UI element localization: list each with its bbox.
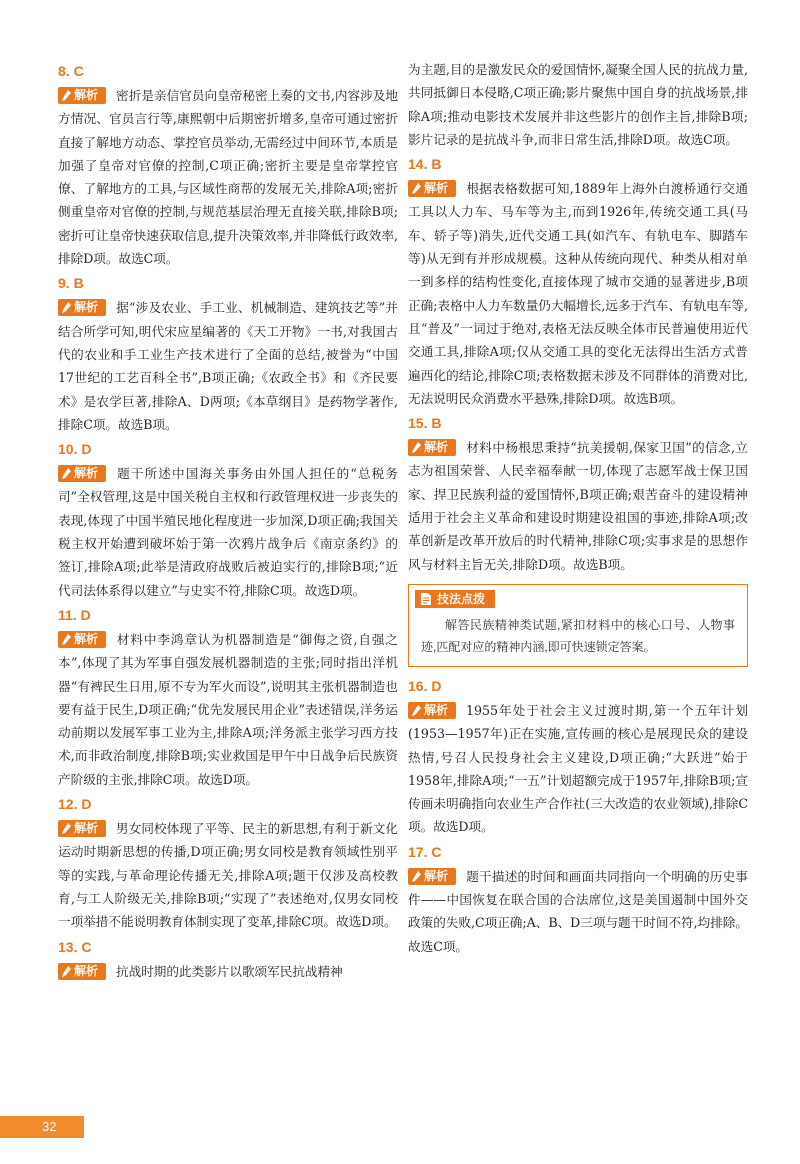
answer-entry <box>58 274 398 436</box>
pencil-icon <box>62 966 71 977</box>
right-column <box>408 58 748 962</box>
question-number: 15. B <box>408 415 442 432</box>
pencil-icon <box>412 183 421 194</box>
analysis-tag: 解析 <box>58 963 106 980</box>
question-number: 9. B <box>58 275 84 292</box>
pencil-icon <box>412 705 421 716</box>
analysis-text: 为主题,目的是激发民众的爱国情怀,凝聚全国人民的抗战力量,共同抵御日本侵略,C项正确;影片聚焦中国自身的抗战场景,排除A项;推动电影技术发展并非这些影片的创作主旨,排除B项;影片记录的是抗战斗争,而非日常生活,排除D项。故选C项。 <box>408 62 748 147</box>
analysis-text: 抗战时期的此类影片以歌颂军民抗战精神 <box>116 963 343 979</box>
analysis-text: 材料中李鸿章认为机器制造是“御侮之资,自强之本”,体现了其为军事自强发展机器制造的主张;同时指出洋机器“有裨民生日用,原不专为军火而设”,说明其主张机器制造也要有益于民生,D项正确;“优先发展民用企业”表述错误,洋务运动前期以发展军事工业为主,排除A项;洋务派主张学习西方技术,而非政治制度,排除B项;实业救国是甲午中日战争后民族资产阶级的主张,排除C项。故选D项。 <box>58 631 398 787</box>
tip-box <box>408 584 748 667</box>
analysis-text: 材料中杨根思秉持“抗美援朝,保家卫国”的信念,立志为祖国荣誉、人民幸福奉献一切,体现了志愿军战士保卫国家、捍卫民族利益的爱国情怀,B项正确;艰苦奋斗的建设精神适用于社会主义革命和建设时期建设祖国的事迹,排除A项;改革创新是改革开放后的时代精神,排除C项;实事求是的思想作风与材料主旨无关,排除D项。故选B项。 <box>408 440 748 572</box>
question-number: 8. C <box>58 63 84 79</box>
pencil-icon <box>62 302 71 313</box>
question-number: 13. C <box>58 938 92 955</box>
analysis-tag: 解析 <box>408 868 456 885</box>
analysis-text: 据“涉及农业、手工业、机械制造、建筑技艺等”并结合所学可知,明代宋应星编著的《天工开物》一书,对我国古代的农业和手工业生产技术进行了全面的总结,被誉为“中国17世纪的工艺百科全书”,B项正确;《农政全书》和《齐民要术》是农学巨著,排除A、D两项;《本草纲目》是药物学著作,排除C项。故选B项。 <box>58 300 398 432</box>
pencil-icon <box>62 823 71 834</box>
question-number: 14. B <box>408 156 442 173</box>
pencil-icon <box>412 442 421 453</box>
analysis-text: 密折是亲信官员向皇帝秘密上奏的文书,内容涉及地方情况、官员言行等,康熙朝中后期密折增多,皇帝可通过密折直接了解地方动态、掌控官员举动,无需经过中间环节,本质是加强了皇帝对官僚的控制,C项正确;密折主要是皇帝掌控官僚、了解地方的工具,与区域性商帮的发展无关,排除A项;密折侧重皇帝对官僚的控制,与规范基层治理无直接关联,排除B项;密折可让皇帝快速获取信息,提升决策效率,并非降低行政效率,排除D项。故选C项。 <box>58 88 398 267</box>
answer-entry <box>408 414 748 576</box>
answer-entry <box>408 677 748 839</box>
tip-text: 解答民族精神类试题,紧扣材料中的核心口号、人物事迹,匹配对应的精神内涵,即可快速锁定答案。 <box>421 617 735 654</box>
analysis-tag: 解析 <box>408 180 456 197</box>
question-number: 11. D <box>58 606 91 623</box>
analysis-tag: 解析 <box>58 299 106 316</box>
analysis-text: 1955年处于社会主义过渡时期,第一个五年计划(1953—1957年)正在实施,宣传画的核心是展现民众的建设热情,号召人民投身社会主义建设,D项正确;“大跃进”始于1958年,排除A项;“一五”计划超额完成于1957年,排除B项;宣传画未明确指向农业生产合作社(三大改造的农业领域),排除C项。故选D项。 <box>408 702 748 835</box>
answer-entry <box>408 155 748 410</box>
analysis-tag: 解析 <box>58 87 106 104</box>
tip-title: 技法点拨 <box>415 590 495 608</box>
analysis-text: 根据表格数据可知,1889年上海外白渡桥通行交通工具以人力车、马车等为主,而到1926年,传统交通工具(马车、轿子等)消失,近代交通工具(如汽车、有轨电车、脚踏车等)从无到有并形成规模。这种从传统向现代、种类从相对单一到多样的结构性变化,直接体现了城市交通的显著进步,B项正确;表格中人力车数量仍大幅增长,远多于汽车、有轨电车等,且“普及”一词过于绝对,表格无法反映全体市民普遍使用近代交通工具,排除A项;仅从交通工具的变化无法得出生活方式普遍西化的结论,排除C项;表格数据未涉及不同群体的消费对比,无法说明民众消费水平悬殊,排除D项。故选B项。 <box>408 181 748 406</box>
pencil-icon <box>62 634 71 645</box>
answer-entry <box>58 606 398 791</box>
answer-entry <box>58 440 398 602</box>
analysis-tag: 解析 <box>58 465 106 482</box>
question-number: 17. C <box>408 843 442 860</box>
analysis-tag: 解析 <box>58 820 106 837</box>
pencil-icon <box>412 871 421 882</box>
document-icon <box>421 593 431 605</box>
answer-entry <box>58 795 398 933</box>
question-number: 10. D <box>58 441 92 458</box>
analysis-tag: 解析 <box>58 631 106 648</box>
analysis-text: 题干描述的时间和画面共同指向一个明确的历史事件——中国恢复在联合国的合法席位,这是美国遏制中国外交政策的失败,C项正确;A、B、D三项与题干时间不符,均排除。故选C项。 <box>408 868 748 954</box>
analysis-text: 男女同校体现了平等、民主的新思想,有利于新文化运动时期新思想的传播,D项正确;男女同校是教育领域性别平等的实践,与革命理论传播无关,排除A项;题干仅涉及高校教育,与工人阶级无关,排除B项;“实现了”表述绝对,仅男女同校一项举措不能说明教育体制实现了变革,排除C项。故选D项。 <box>58 821 398 930</box>
pencil-icon <box>62 90 71 101</box>
pencil-icon <box>62 468 71 479</box>
analysis-tag: 解析 <box>408 702 456 719</box>
answer-entry <box>408 843 748 958</box>
analysis-tag: 解析 <box>408 439 456 456</box>
answer-entry-continued <box>408 58 748 151</box>
question-number: 12. D <box>58 796 92 813</box>
page-number-bar <box>0 1116 84 1138</box>
question-number: 16. D <box>408 677 442 694</box>
page-number: 32 <box>42 1119 57 1134</box>
left-column <box>58 58 398 987</box>
answer-entry <box>58 62 398 270</box>
analysis-text: 题干所述中国海关事务由外国人担任的“总税务司”全权管理,这是中国关税自主权和行政管理权进一步丧失的表现,体现了中国半殖民地化程度进一步加深,D项正确;我国关税主权开始遭到破坏始于第一次鸦片战争后《南京条约》的签订,排除A项;此举是清政府战败后被迫实行的,排除B项;“近代司法体系得以建立”与史实不符,排除C项。故选D项。 <box>58 466 398 598</box>
answer-entry <box>58 938 398 983</box>
